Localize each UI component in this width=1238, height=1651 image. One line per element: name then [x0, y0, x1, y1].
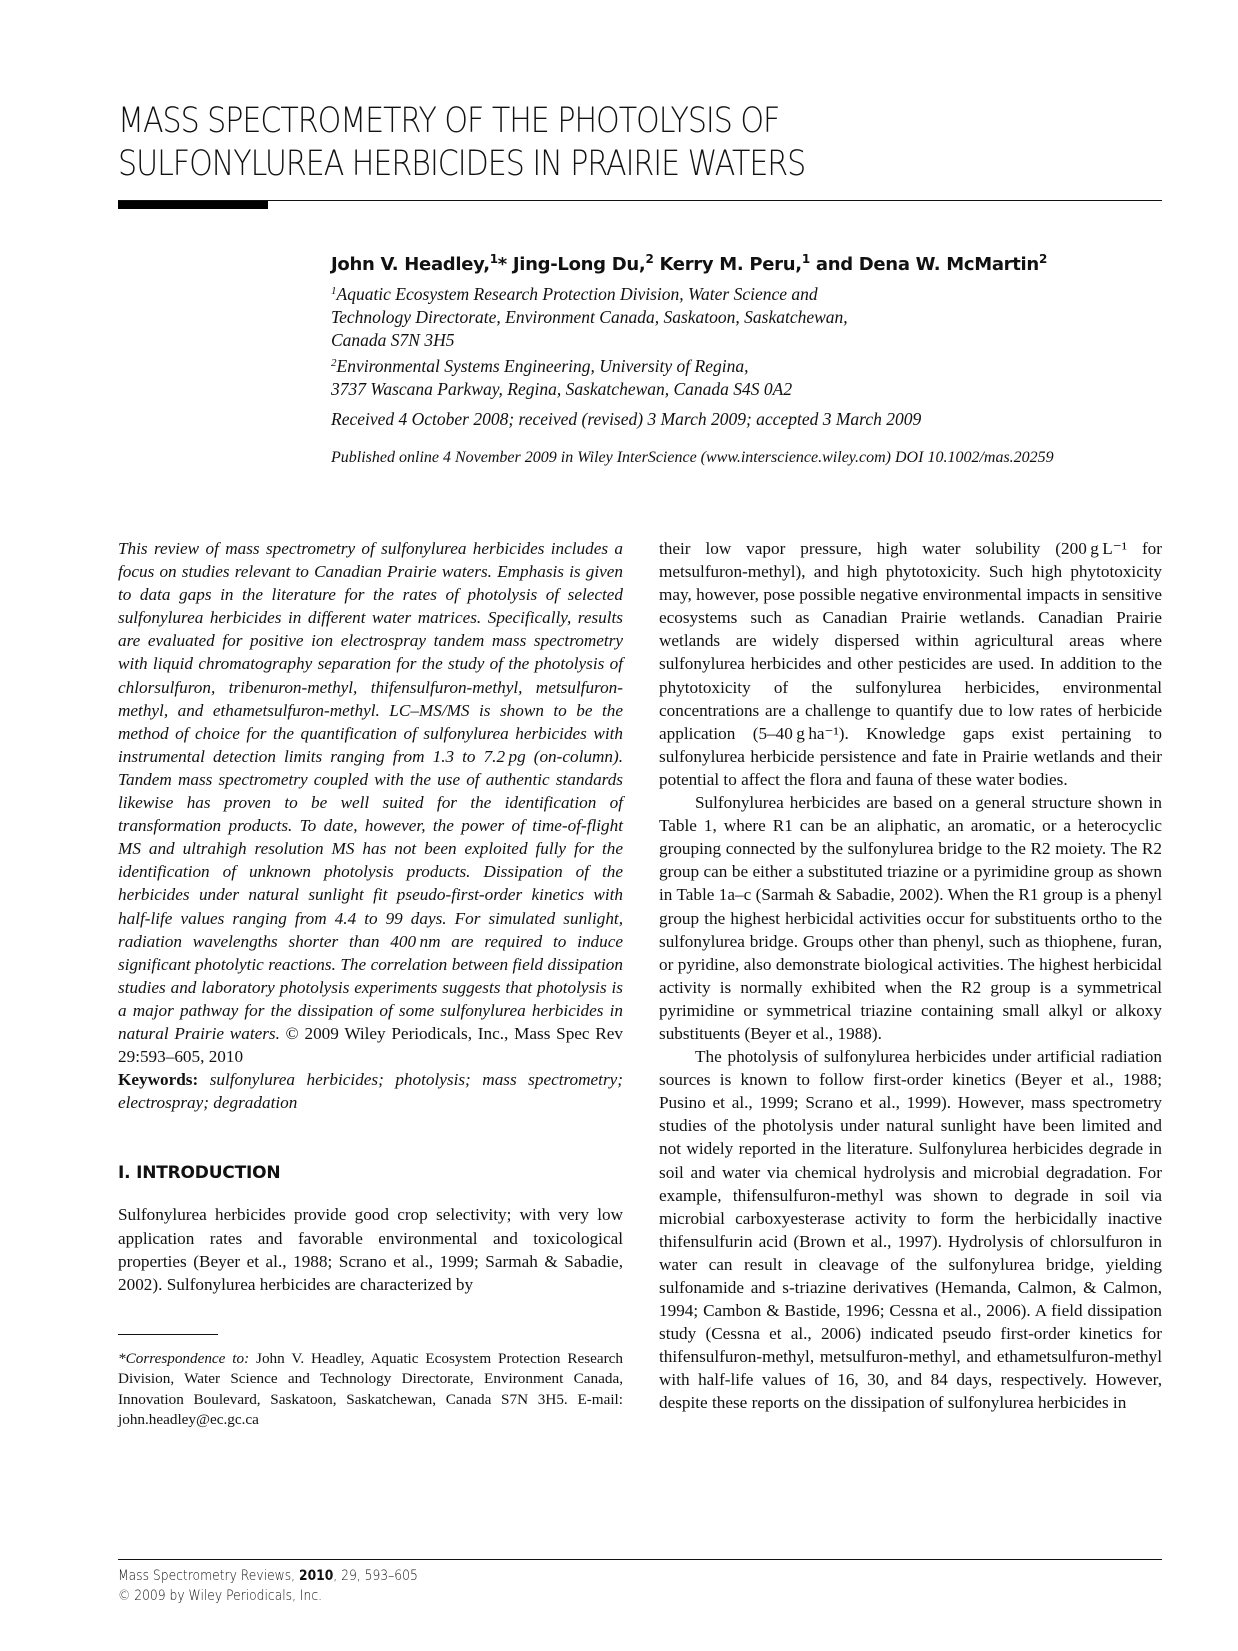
author-name: and Dena W. McMartin [815, 254, 1039, 275]
author-affiliation-mark: 2 [645, 252, 654, 266]
affiliations [331, 280, 848, 401]
affiliation-text: Environmental Systems Engineering, University of Regina, [336, 356, 749, 376]
affiliation-1-line-2: Technology Directorate, Environment Canada, Saskatoon, Saskatchewan, [331, 307, 848, 327]
author-list [331, 252, 1047, 275]
title-rule [118, 200, 1162, 201]
title-line-2: SULFONYLUREA HERBICIDES IN PRAIRIE WATERS [118, 144, 806, 184]
article-dates: Received 4 October 2008; received (revised) 3 March 2009; accepted 3 March 2009 [331, 409, 922, 429]
journal-year: 2010 [298, 1568, 334, 1584]
section-heading-introduction: I. INTRODUCTION [118, 1163, 281, 1184]
affiliation-mark: 1 [331, 285, 337, 297]
footnote-label: *Correspondence to: [118, 1349, 250, 1367]
page-footer [118, 1566, 418, 1606]
author-name: Kerry M. Peru, [659, 254, 802, 275]
author-name: Jing-Long Du, [512, 254, 646, 275]
publication-info: Published online 4 November 2009 in Wiley InterScience (www.interscience.wiley.com) DOI 10.1002/mas.20259 [331, 449, 1054, 466]
correspondence-footnote [118, 1349, 623, 1431]
affiliation-mark: 2 [331, 357, 337, 369]
footer-copyright: © 2009 by Wiley Periodicals, Inc. [118, 1588, 323, 1604]
footer-rule [118, 1559, 1162, 1560]
author-affiliation-mark: 1 [801, 252, 810, 266]
author-affiliation-mark: 2 [1038, 252, 1047, 266]
journal-name: Mass Spectrometry Reviews, [118, 1568, 299, 1584]
right-column [659, 537, 1162, 1415]
affiliation-2-line-1 [331, 352, 848, 378]
abstract [118, 537, 623, 1068]
affiliation-1-line-3: Canada S7N 3H5 [331, 330, 455, 350]
abstract-copyright: © 2009 Wiley Periodicals, Inc., Mass Spec Rev 29:593–605, 2010 [118, 1023, 623, 1067]
left-column [118, 537, 623, 1431]
author-affiliation-mark: 1 [489, 252, 498, 266]
footnote-rule [118, 1334, 218, 1335]
title-rule-accent-block [118, 201, 268, 209]
journal-volume-pages: , 29, 593–605 [333, 1568, 418, 1584]
abstract-text: This review of mass spectrometry of sulfonylurea herbicides includes a focus on studies relevant to Canadian Prairie waters. Emphasis is given to data gaps in the literature for the rates of photolysis of selected sulfonylurea herbicides in different water matrices. Specifically, results are evaluated for positive ion electrospray tandem mass spectrometry with liquid chromatography separation for the study of the photolysis of chlorsulfuron, tribenuron-methyl, thifensulfuron-methyl, metsulfuron-methyl, and ethametsulfuron-methyl. LC–MS/MS is shown to be the method of choice for the quantification of sulfonylurea herbicides with instrumental detection limits ranging from 1.3 to 7.2 pg (on-column). Tandem mass spectrometry coupled with the use of authentic standards likewise has proven to be well suited for the identification of transformation products. To date, however, the power of time-of-flight MS and ultrahigh resolution MS has not been exploited fully for the identification of unknown photolysis products. Dissipation of the herbicides under natural sunlight fit pseudo-first-order kinetics with half-life values ranging from 4.4 to 99 days. For simulated sunlight, radiation wavelengths shorter than 400 nm are required to induce significant photolytic reactions. The correlation between field dissipation studies and laboratory photolysis experiments suggests that photolysis is a major pathway for the dissipation of some sulfonylurea herbicides in natural Prairie waters. [118, 539, 623, 1043]
keywords [118, 1068, 623, 1114]
introduction-paragraph: Sulfonylurea herbicides provide good crop selectivity; with very low application rates and favorable environmental and toxicological properties (Beyer et al., 1988; Scrano et al., 1999; Sarmah & Sabadie, 2002). Sulfonylurea herbicides are characterized by [118, 1205, 623, 1294]
body-paragraph: Sulfonylurea herbicides are based on a general structure shown in Table 1, where R1 can be an aliphatic, an aromatic, or a heterocyclic grouping connected by the sulfonylurea bridge to the R2 moiety. The R2 group can be either a substituted triazine or a pyrimidine group as shown in Table 1a–c (Sarmah & Sabadie, 2002). When the R1 group is a phenyl group the highest herbicidal activities occur for substituents ortho to the sulfonylurea bridge. Groups other than phenyl, such as thiophene, furan, or pyridine, also demonstrate biological activities. The highest herbicidal activity is normally exhibited when the R2 group is a symmetrical pyrimidine or symmetrical triazine containing small alkyl or alkoxy substituents (Beyer et al., 1988). [659, 793, 1162, 1043]
keywords-label: Keywords: [118, 1070, 199, 1090]
affiliation-1-line-1 [331, 280, 848, 306]
body-paragraph: The photolysis of sulfonylurea herbicides under artificial radiation sources is known to follow first-order kinetics (Beyer et al., 1988; Pusino et al., 1999; Scrano et al., 1999). However, mass spectrometry studies of the photolysis under natural sunlight have been limited and not widely reported in the literature. Sulfonylurea herbicides degrade in soil and water via chemical hydrolysis and microbial degradation. For example, thifensulfuron-methyl was shown to degrade in soil via microbial carboxyesterase activity to form the herbicidally inactive thifensulfurin acid (Brown et al., 1997). Hydrolysis of chlorsulfuron in water can result in cleavage of the sulfonylurea bridge, yielding sulfonamide and s-triazine derivatives (Hemanda, Calmon, & Calmon, 1994; Cambon & Bastide, 1996; Cessna et al., 2006). A field dissipation study (Cessna et al., 2006) indicated pseudo first-order kinetics for thifensulfuron-methyl, metsulfuron-methyl, and ethametsulfuron-methyl with half-life values of 16, 30, and 84 days, respectively. However, despite these reports on the dissipation of sulfonylurea herbicides in [659, 1047, 1162, 1413]
corresponding-author-mark: * [497, 254, 507, 275]
body-paragraph: their low vapor pressure, high water solubility (200 g L⁻¹ for metsulfuron-methyl), and high phytotoxicity. Such high phytotoxicity may, however, pose possible negative environmental impacts in sensitive ecosystems such as Canadian Prairie wetlands. Canadian Prairie wetlands are widely dispersed within agricultural areas where sulfonylurea herbicides and other pesticides are used. In addition to the phytotoxicity of the sulfonylurea herbicides, environmental concentrations are a challenge to quantify due to low rates of herbicide application (5–40 g ha⁻¹). Knowledge gaps exist pertaining to sulfonylurea herbicide persistence and fate in Prairie wetlands and their potential to affect the flora and fauna of these water bodies. [659, 539, 1162, 789]
article-title [118, 100, 978, 186]
footnote-text: John V. Headley, Aquatic Ecosystem Protection Research Division, Water Science and Technology Directorate, Environment Canada, Innovation Boulevard, Saskatoon, Saskatchewan, Canada S7N 3H5. E-mail: john.headley@ec.gc.ca [118, 1349, 624, 1429]
affiliation-2-line-2: 3737 Wascana Parkway, Regina, Saskatchewan, Canada S4S 0A2 [331, 379, 793, 399]
keywords-list: sulfonylurea herbicides; photolysis; mass spectrometry; electrospray; degradation [118, 1070, 623, 1113]
author-name: John V. Headley, [331, 254, 490, 275]
title-line-1: MASS SPECTROMETRY OF THE PHOTOLYSIS OF [118, 101, 780, 141]
journal-citation [118, 1566, 418, 1586]
affiliation-text: Aquatic Ecosystem Research Protection Division, Water Science and [336, 284, 818, 304]
